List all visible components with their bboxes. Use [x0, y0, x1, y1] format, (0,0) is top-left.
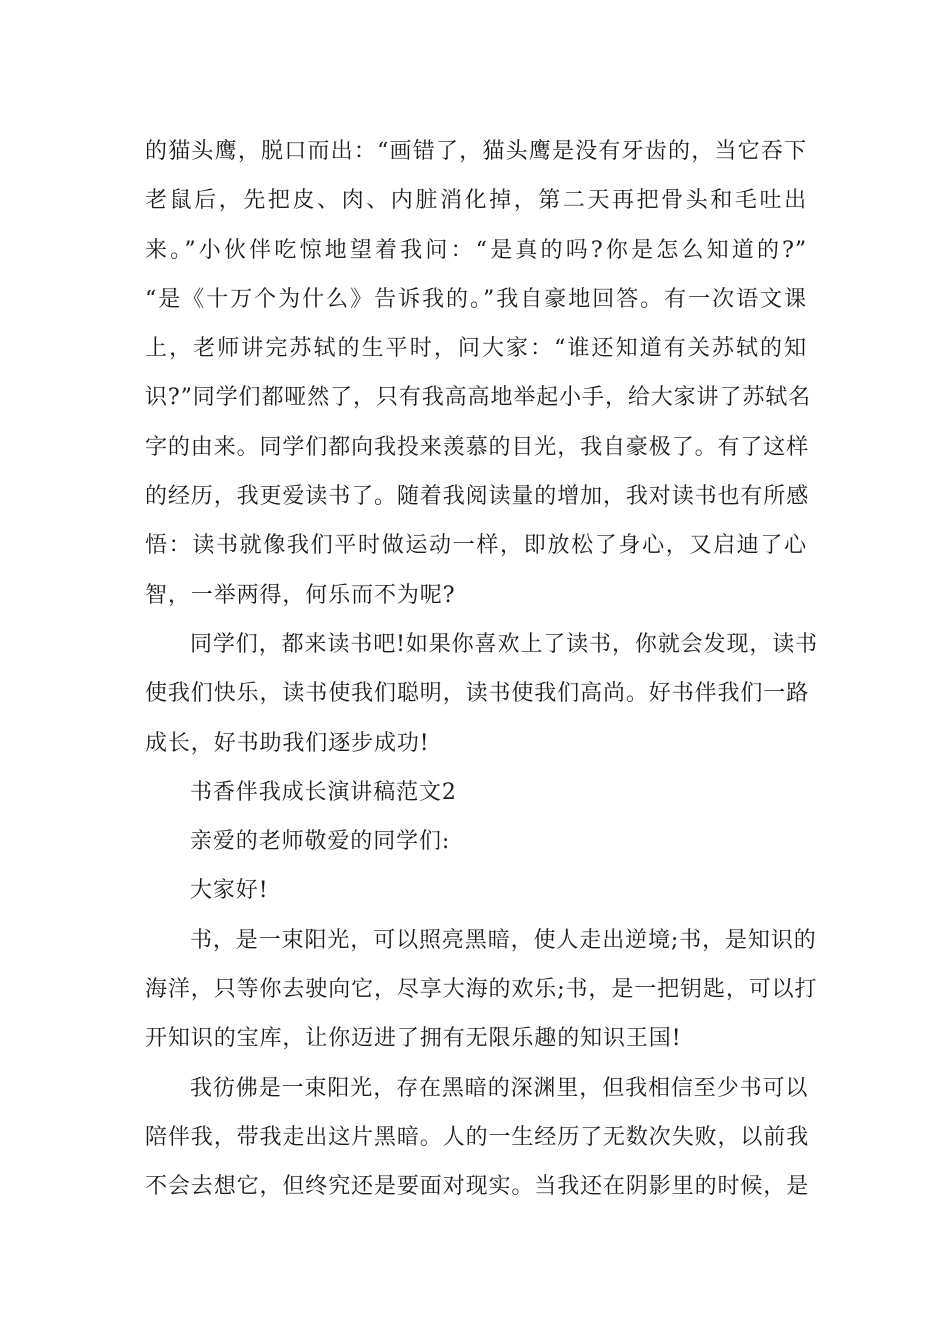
text-line: 识?”同学们都哑然了，只有我高高地举起小手，给大家讲了苏轼名: [145, 385, 812, 411]
document-page: [145, 127, 819, 1212]
text-line: 使我们快乐，读书使我们聪明，读书使我们高尚。好书伴我们一路: [145, 681, 810, 707]
text-line: 不会去想它，但终究还是要面对现实。当我还在阴影里的时候，是: [145, 1174, 810, 1200]
text-line: 字的由来。同学们都向我投来羡慕的目光，我自豪极了。有了这样: [145, 434, 810, 460]
text-line: 同学们，都来读书吧!如果你喜欢上了读书，你就会发现，读书: [190, 631, 819, 657]
text-line: 上，老师讲完苏轼的生平时，问大家：“谁还知道有关苏轼的知: [145, 336, 807, 362]
text-line: 悟：读书就像我们平时做运动一样，即放松了身心，又启迪了心: [145, 533, 807, 559]
text-line: 陪伴我，带我走出这片黑暗。人的一生经历了无数次失败，以前我: [145, 1124, 810, 1150]
text-line: 成长，好书助我们逐步成功!: [145, 730, 430, 756]
text-line: 来。”小伙伴吃惊地望着我问：“是真的吗?你是怎么知道的?”: [145, 237, 807, 263]
text-line: 老鼠后，先把皮、肉、内脏消化掉，第二天再把骨头和毛吐出: [145, 188, 807, 214]
text-line: 亲爱的老师敬爱的同学们:: [190, 829, 451, 855]
text-line: 书香伴我成长演讲稿范文2: [190, 779, 457, 805]
text-line: 的经历，我更爱读书了。随着我阅读量的增加，我对读书也有所感: [145, 484, 810, 510]
text-line: “是《十万个为什么》告诉我的。”我自豪地回答。有一次语文课: [145, 286, 807, 312]
text-line: 智，一举两得，何乐而不为呢?: [145, 582, 456, 608]
text-line: 大家好!: [190, 878, 269, 904]
text-line: 开知识的宝库，让你迈进了拥有无限乐趣的知识王国!: [145, 1026, 682, 1052]
text-line: 我彷佛是一束阳光，存在黑暗的深渊里，但我相信至少书可以: [190, 1075, 809, 1101]
text-line: 的猫头鹰，脱口而出：“画错了，猫头鹰是没有牙齿的，当它吞下: [145, 139, 807, 164]
text-line: 书，是一束阳光，可以照亮黑暗，使人走出逆境;书，是知识的: [190, 927, 817, 953]
text-line: 海洋，只等你去驶向它，尽享大海的欢乐;书，是一把钥匙，可以打: [145, 977, 818, 1003]
